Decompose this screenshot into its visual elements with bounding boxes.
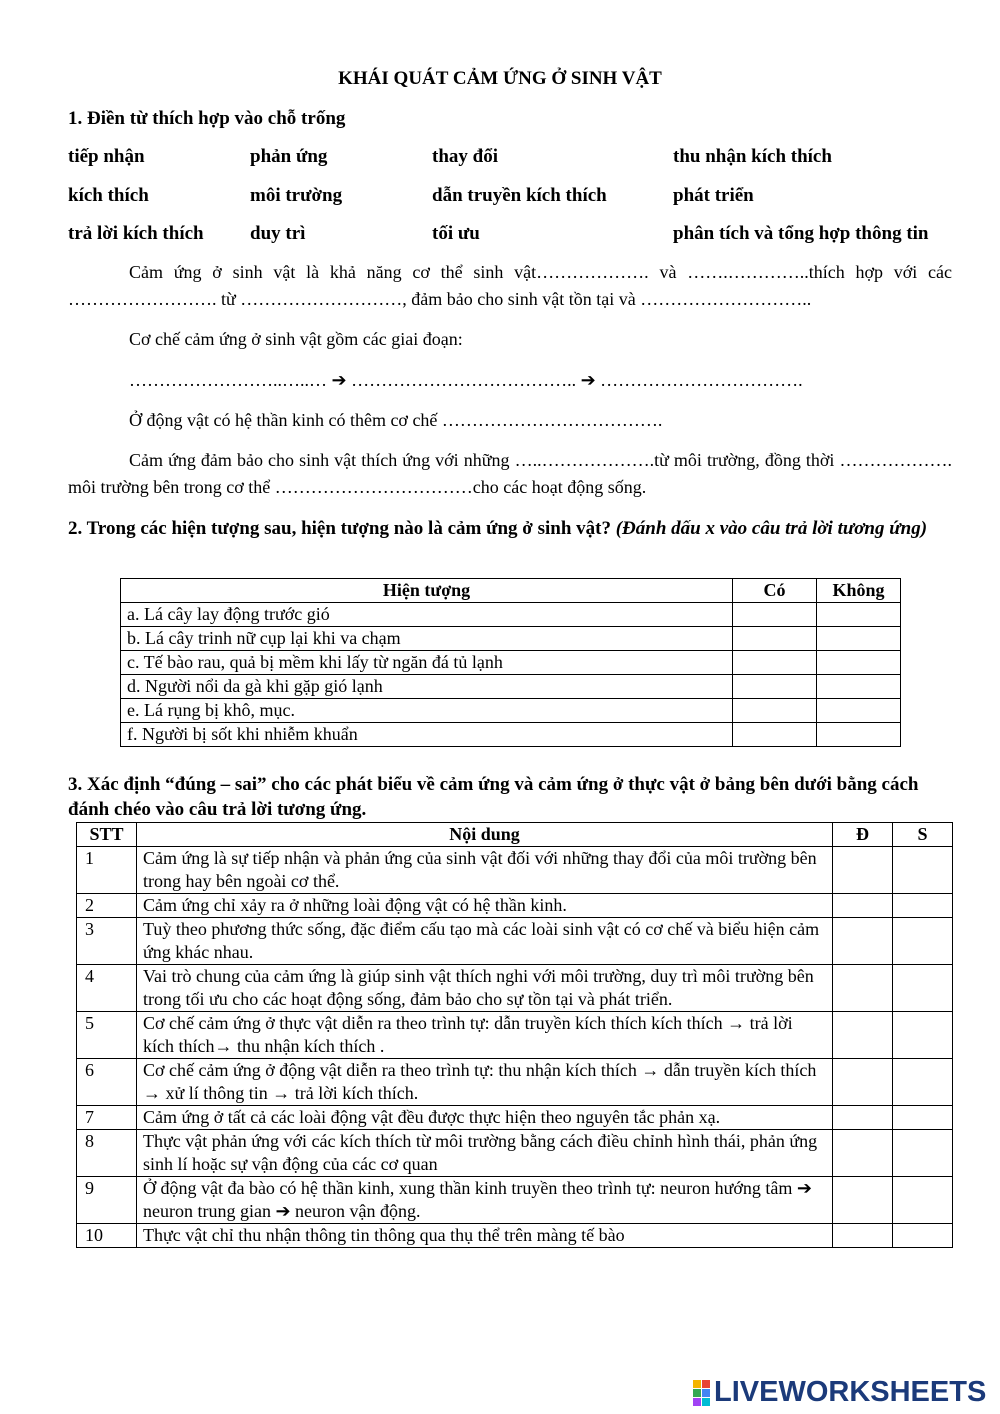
- word-row: [68, 223, 958, 262]
- column-header: Đ: [833, 823, 893, 847]
- statement-cell: Cảm ứng ở tất cả các loài động vật đều được thực hiện theo nguyên tắc phản xạ.: [136, 1106, 832, 1130]
- logo-text: LIVEWORKSHEETS: [714, 1376, 987, 1408]
- word-item: phát triển: [673, 184, 754, 206]
- word-item: kích thích: [68, 184, 149, 206]
- true-cell[interactable]: [833, 1059, 893, 1106]
- logo-mark-square: [702, 1380, 710, 1388]
- page-title: KHÁI QUÁT CẢM ỨNG Ở SINH VẬT: [338, 68, 662, 89]
- false-cell[interactable]: [893, 1059, 953, 1106]
- statement-cell: Cảm ứng chỉ xảy ra ở những loài động vật có hệ thần kinh.: [136, 894, 832, 918]
- table-header-row: [77, 823, 953, 847]
- stt-cell: 7: [77, 1106, 137, 1130]
- statement-cell: Ở động vật đa bào có hệ thần kinh, xung thần kinh truyền theo trình tự: neuron hướng tâm ➔ neuron trung gian ➔ neuron vận động.: [136, 1177, 832, 1224]
- stt-cell: 10: [77, 1224, 137, 1248]
- stt-cell: 8: [77, 1130, 137, 1177]
- true-false-table: [76, 822, 953, 1248]
- word-item: duy trì: [250, 223, 306, 244]
- table-row: [77, 894, 953, 918]
- phenomenon-cell: d. Người nổi da gà khi gặp gió lạnh: [121, 675, 733, 699]
- word-row: [68, 146, 958, 185]
- phenomenon-cell: c. Tế bào rau, quả bị mềm khi lấy từ ngăn đá tủ lạnh: [121, 651, 733, 675]
- true-cell[interactable]: [833, 894, 893, 918]
- true-cell[interactable]: [833, 1130, 893, 1177]
- phenomenon-cell: b. Lá cây trinh nữ cụp lại khi va chạm: [121, 627, 733, 651]
- stt-cell: 1: [77, 847, 137, 894]
- yes-cell[interactable]: [733, 627, 817, 651]
- false-cell[interactable]: [893, 1012, 953, 1059]
- word-item: tối ưu: [432, 223, 480, 244]
- section1-heading: 1. Điền từ thích hợp vào chỗ trống: [68, 108, 346, 129]
- section3-heading: [68, 772, 952, 822]
- yes-cell[interactable]: [733, 603, 817, 627]
- table-row: [77, 918, 953, 965]
- false-cell[interactable]: [893, 1130, 953, 1177]
- no-cell[interactable]: [817, 675, 901, 699]
- stt-cell: 6: [77, 1059, 137, 1106]
- word-item: thu nhận kích thích: [673, 146, 832, 167]
- table-row: [77, 1012, 953, 1059]
- false-cell[interactable]: [893, 1177, 953, 1224]
- word-item: dẫn truyền kích thích: [432, 184, 607, 206]
- yes-cell[interactable]: [733, 699, 817, 723]
- logo-mark-square: [702, 1398, 710, 1406]
- word-item: phân tích và tổng hợp thông tin: [673, 223, 929, 244]
- column-header: STT: [77, 823, 137, 847]
- false-cell[interactable]: [893, 918, 953, 965]
- word-item: phản ứng: [250, 146, 328, 167]
- table-row: [121, 723, 901, 747]
- logo-mark-square: [693, 1380, 701, 1388]
- yes-cell[interactable]: [733, 723, 817, 747]
- fill-paragraph-1[interactable]: Cảm ứng ở sinh vật là khả năng cơ thể sinh vật………………. và …….…………..thích hợp với các ……………………. từ ………………………, đảm bảo cho sinh vật tồn tại và ………………………..: [68, 262, 952, 309]
- statement-cell: Cơ chế cảm ứng ở động vật diễn ra theo trình tự: thu nhận kích thích → dẫn truyền kích thích → xử lí thông tin → trả lời kích thích.: [136, 1059, 832, 1106]
- word-item: tiếp nhận: [68, 146, 145, 167]
- false-cell[interactable]: [893, 1224, 953, 1248]
- table-row: [77, 1177, 953, 1224]
- false-cell[interactable]: [893, 965, 953, 1012]
- table-row: [121, 627, 901, 651]
- stt-cell: 2: [77, 894, 137, 918]
- statement-cell: Thực vật phản ứng với các kích thích từ môi trường bằng cách điều chỉnh hình thái, phản ứng sinh lí hoặc sự vận động của các cơ quan: [136, 1130, 832, 1177]
- word-item: trả lời kích thích: [68, 223, 204, 244]
- column-header: Nội dung: [136, 823, 832, 847]
- false-cell[interactable]: [893, 894, 953, 918]
- logo-mark-square: [693, 1398, 701, 1406]
- stt-cell: 5: [77, 1012, 137, 1059]
- stt-cell: 9: [77, 1177, 137, 1224]
- phenomena-table: [120, 578, 901, 747]
- true-cell[interactable]: [833, 965, 893, 1012]
- true-cell[interactable]: [833, 1224, 893, 1248]
- section2-heading-text: 2. Trong các hiện tượng sau, hiện tượng nào là cảm ứng ở sinh vật?: [68, 518, 611, 539]
- word-bank: [68, 146, 958, 262]
- liveworksheets-logo[interactable]: [693, 1376, 986, 1409]
- yes-cell[interactable]: [733, 651, 817, 675]
- table-row: [77, 1106, 953, 1130]
- fill-paragraph-4[interactable]: Ở động vật có hệ thần kinh có thêm cơ chế ……………………………….: [129, 410, 663, 430]
- statement-cell: Tuỳ theo phương thức sống, đặc điểm cấu tạo mà các loài sinh vật có cơ chế và biểu hiện cảm ứng khác nhau.: [136, 918, 832, 965]
- table-row: [77, 965, 953, 1012]
- section2-heading: [68, 516, 952, 541]
- stt-cell: 3: [77, 918, 137, 965]
- statement-cell: Cơ chế cảm ứng ở thực vật diễn ra theo trình tự: dẫn truyền kích thích kích thích → trả lời kích thích→ thu nhận kích thích .: [136, 1012, 832, 1059]
- statement-cell: Cảm ứng là sự tiếp nhận và phản ứng của sinh vật đối với những thay đổi của môi trường bên trong hay bên ngoài cơ thể.: [136, 847, 832, 894]
- true-cell[interactable]: [833, 1106, 893, 1130]
- column-header: Có: [733, 579, 817, 603]
- table-row: [77, 1059, 953, 1106]
- no-cell[interactable]: [817, 651, 901, 675]
- logo-mark-square: [693, 1389, 701, 1397]
- section2-instruction: (Đánh dấu x vào câu trả lời tương ứng): [615, 518, 928, 539]
- table-row: [121, 675, 901, 699]
- phenomenon-cell: a. Lá cây lay động trước gió: [121, 603, 733, 627]
- true-cell[interactable]: [833, 918, 893, 965]
- no-cell[interactable]: [817, 627, 901, 651]
- no-cell[interactable]: [817, 603, 901, 627]
- section3-heading-text: . Xác định “đúng – sai” cho các phát biểu về cảm ứng và cảm ứng ở thực vật ở bảng bên dưới bằng cách đánh chéo vào câu trả lời tương ứng.: [68, 774, 919, 820]
- liveworksheets-logo-icon: [693, 1380, 710, 1406]
- fill-paragraph-5[interactable]: Cảm ứng đảm bảo cho sinh vật thích ứng với những …..……………….từ môi trường, đồng thời ………………. môi trường bên trong cơ thể ……………………………cho các hoạt động sống.: [68, 450, 952, 497]
- false-cell[interactable]: [893, 1106, 953, 1130]
- phenomenon-cell: e. Lá rụng bị khô, mục.: [121, 699, 733, 723]
- true-cell[interactable]: [833, 847, 893, 894]
- column-header: S: [893, 823, 953, 847]
- word-row: [68, 185, 958, 224]
- stt-cell: 4: [77, 965, 137, 1012]
- table-row: [121, 651, 901, 675]
- column-header: Hiện tượng: [121, 579, 733, 603]
- no-cell[interactable]: [817, 699, 901, 723]
- false-cell[interactable]: [893, 847, 953, 894]
- table-row: [121, 699, 901, 723]
- word-item: môi trường: [250, 184, 343, 206]
- no-cell[interactable]: [817, 723, 901, 747]
- column-header: Không: [817, 579, 901, 603]
- fill-paragraph-2: Cơ chế cảm ứng ở sinh vật gồm các giai đoạn:: [129, 329, 463, 349]
- fill-paragraph-3[interactable]: ……………………..…..… ➔ ……………………………….. ➔ …………………………….: [129, 370, 803, 390]
- logo-mark-square: [702, 1389, 710, 1397]
- table-header-row: [121, 579, 901, 603]
- table-row: [77, 847, 953, 894]
- table-row: [77, 1130, 953, 1177]
- true-cell[interactable]: [833, 1177, 893, 1224]
- table-row: [77, 1224, 953, 1248]
- statement-cell: Thực vật chỉ thu nhận thông tin thông qua thụ thể trên màng tế bào: [136, 1224, 832, 1248]
- word-item: thay đổi: [432, 146, 498, 167]
- statement-cell: Vai trò chung của cảm ứng là giúp sinh vật thích nghi với môi trường, duy trì môi trường bên trong tối ưu cho các hoạt động sống, đảm bảo cho sự tồn tại và phát triển.: [136, 965, 832, 1012]
- yes-cell[interactable]: [733, 675, 817, 699]
- table-row: [121, 603, 901, 627]
- phenomenon-cell: f. Người bị sốt khi nhiễm khuẩn: [121, 723, 733, 747]
- section3-number: 3: [68, 774, 78, 795]
- true-cell[interactable]: [833, 1012, 893, 1059]
